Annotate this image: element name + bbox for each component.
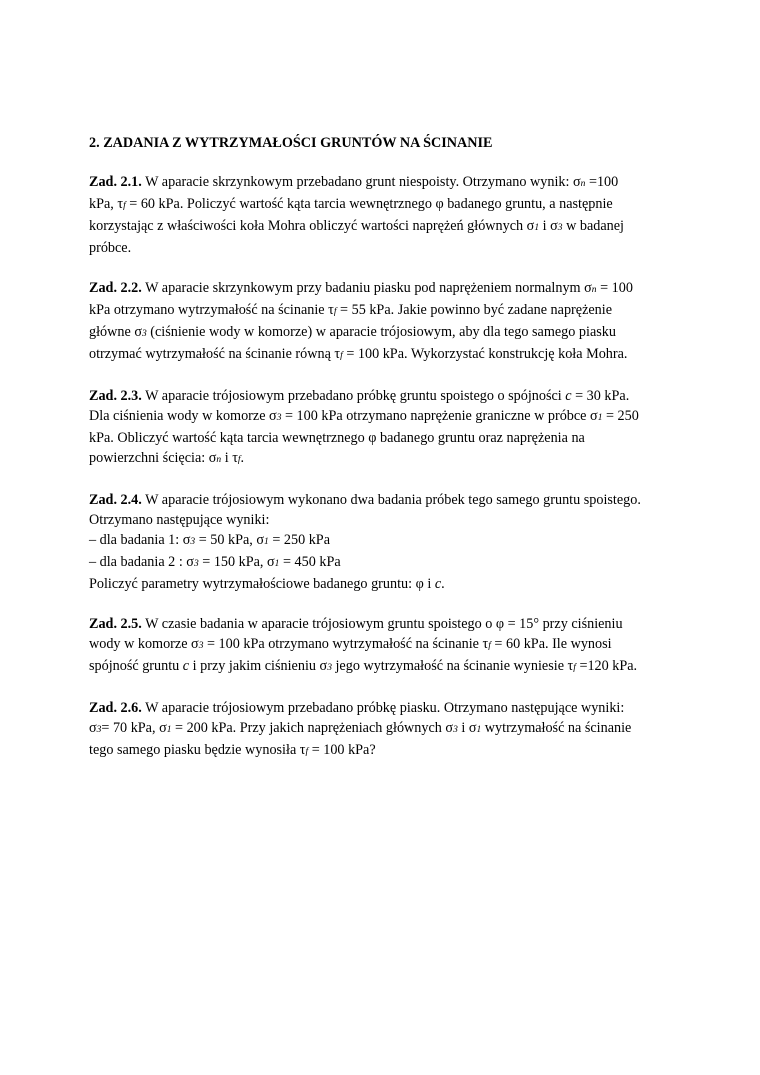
task-label: Zad. 2.6. xyxy=(89,700,142,716)
subscript: 3 xyxy=(453,725,458,735)
task-line xyxy=(89,428,679,448)
subscript: f xyxy=(305,747,309,757)
task-line xyxy=(89,552,679,574)
text-run: (ciśnienie wody w komorze) w aparacie trójosiowym, aby dla tego samego piasku xyxy=(146,324,616,340)
text-run: – dla badania 1: σ xyxy=(89,532,191,548)
text-run: = 150 kPa, σ xyxy=(198,554,275,570)
text-run: kPa. Obliczyć wartość kąta tarcia wewnętrznego φ badanego gruntu oraz naprężenia na xyxy=(89,430,585,446)
italic-symbol: c xyxy=(182,658,190,674)
task-line xyxy=(89,386,679,406)
text-run: . xyxy=(240,450,245,466)
task-line xyxy=(89,698,679,718)
text-run: = 50 kPa, σ xyxy=(195,532,265,548)
text-run: W aparacie trójosiowym przebadano próbkę gruntu spoistego o spójności xyxy=(141,388,566,404)
task-line xyxy=(89,300,679,322)
task-line xyxy=(89,344,679,366)
text-run: spójność gruntu xyxy=(89,658,183,674)
task-line xyxy=(89,322,679,344)
task-label: Zad. 2.1. xyxy=(89,174,142,190)
task-5 xyxy=(89,614,679,678)
text-run: = 70 kPa, σ xyxy=(101,720,167,736)
text-run: W aparacie trójosiowym wykonano dwa badania próbek tego samego gruntu spoistego. xyxy=(141,492,641,508)
text-run: = 250 kPa xyxy=(268,532,330,548)
text-run: otrzymać wytrzymałość na ścinanie równą τ xyxy=(89,346,341,362)
text-run: = 100 kPa otrzymano naprężenie graniczne w próbce σ xyxy=(281,408,598,424)
subscript: f xyxy=(123,201,126,211)
text-run: główne σ xyxy=(89,324,142,340)
task-line xyxy=(89,718,679,740)
task-2 xyxy=(89,278,679,366)
text-run: = 30 kPa. xyxy=(571,388,630,404)
task-line xyxy=(89,448,679,470)
text-run: w badanej xyxy=(562,218,624,234)
text-run: tego samego piasku będzie wynosiła τ xyxy=(89,742,306,758)
text-run: Otrzymano następujące wyniki: xyxy=(89,512,270,528)
subscript: 3 xyxy=(141,329,147,339)
document-body xyxy=(89,133,679,782)
text-run: i przy jakim ciśnieniu σ xyxy=(189,658,328,674)
text-run: W aparacie trójosiowym przebadano próbkę piasku. Otrzymano następujące wyniki: xyxy=(141,700,625,716)
text-run: . xyxy=(441,576,445,592)
task-line xyxy=(89,172,679,194)
text-run: = 450 kPa xyxy=(279,554,341,570)
text-run: = 60 kPa. Ile wynosi xyxy=(490,636,612,652)
task-line xyxy=(89,278,679,300)
text-run: =100 xyxy=(585,174,619,190)
subscript: f xyxy=(237,455,241,465)
task-line xyxy=(89,490,679,510)
text-run: = 100 xyxy=(596,280,633,296)
subscript: 3 xyxy=(327,663,332,673)
text-run: korzystając z właściwości koła Mohra obliczyć wartości naprężeń głównych σ xyxy=(89,218,535,234)
text-run: powierzchni ścięcia: σ xyxy=(89,450,217,466)
text-run: = 100 kPa. Wykorzystać konstrukcję koła Mohra. xyxy=(342,346,628,362)
text-run: wody w komorze σ xyxy=(89,636,199,652)
subscript: 3 xyxy=(198,641,204,651)
text-run: = 250 xyxy=(602,408,639,424)
subscript: 3 xyxy=(557,223,563,233)
text-run: =120 kPa. xyxy=(575,658,638,674)
section-title: 2. ZADANIA Z WYTRZYMAŁOŚCI GRUNTÓW NA ŚCINANIE xyxy=(89,135,493,151)
italic-symbol: c xyxy=(434,576,442,592)
task-line xyxy=(89,614,679,634)
text-run: = 100 kPa otrzymano wytrzymałość na ścinanie τ xyxy=(203,636,489,652)
subscript: 1 xyxy=(597,413,603,423)
task-label: Zad. 2.2. xyxy=(89,280,142,296)
task-line xyxy=(89,406,679,428)
task-label: Zad. 2.5. xyxy=(89,616,142,632)
task-line xyxy=(89,574,679,594)
task-6 xyxy=(89,698,679,762)
text-run: = 55 kPa. Jakie powinno być zadane naprężenie xyxy=(336,302,612,318)
text-run: Dla ciśnienia wody w komorze σ xyxy=(89,408,277,424)
task-line xyxy=(89,216,679,238)
text-run: – dla badania 2 : σ xyxy=(89,554,194,570)
text-run: = 100 kPa? xyxy=(308,742,376,758)
subscript: n xyxy=(216,455,222,465)
text-run: = 200 kPa. Przy jakich naprężeniach głównych σ xyxy=(171,720,454,736)
text-run: i σ xyxy=(539,218,558,234)
text-run: wytrzymałość na ścinanie xyxy=(481,720,632,736)
task-line xyxy=(89,656,679,678)
text-run: kPa otrzymano wytrzymałość na ścinanie τ xyxy=(89,302,334,318)
task-list xyxy=(89,172,679,762)
task-line xyxy=(89,510,679,530)
task-label: Zad. 2.3. xyxy=(89,388,142,404)
italic-symbol: c xyxy=(565,388,572,404)
task-1 xyxy=(89,172,679,258)
subscript: 3 xyxy=(190,537,196,547)
subscript: 1 xyxy=(476,725,482,735)
text-run: jego wytrzymałość na ścinanie wyniesie τ xyxy=(331,658,574,674)
text-run: W aparacie skrzynkowym przy badaniu piasku pod naprężeniem normalnym σ xyxy=(141,280,592,296)
subscript: f xyxy=(340,351,343,361)
subscript: f xyxy=(333,307,337,317)
text-run: σ xyxy=(89,720,97,736)
task-3 xyxy=(89,386,679,470)
task-line xyxy=(89,194,679,216)
subscript: 3 xyxy=(96,725,102,735)
subscript: 1 xyxy=(264,537,269,547)
subscript: 3 xyxy=(193,559,199,569)
task-line xyxy=(89,634,679,656)
text-run: Policzyć parametry wytrzymałościowe badanego gruntu: φ i xyxy=(89,576,435,592)
text-run: = 60 kPa. Policzyć wartość kąta tarcia wewnętrznego φ badanego gruntu, a następnie xyxy=(125,196,613,212)
text-run: i τ xyxy=(221,450,238,466)
subscript: 1 xyxy=(274,559,280,569)
task-label: Zad. 2.4. xyxy=(89,492,142,508)
text-run: próbce. xyxy=(89,240,132,256)
text-run: W czasie badania w aparacie trójosiowym gruntu spoistego o φ = 15° przy ciśnieniu xyxy=(141,616,623,632)
subscript: f xyxy=(573,663,576,673)
subscript: f xyxy=(488,641,491,651)
task-line xyxy=(89,530,679,552)
task-line xyxy=(89,238,679,258)
subscript: 1 xyxy=(166,725,172,735)
text-run: kPa, τ xyxy=(89,196,124,212)
subscript: n xyxy=(580,179,586,189)
text-run: i σ xyxy=(457,720,477,736)
task-4 xyxy=(89,490,679,594)
subscript: 3 xyxy=(276,413,282,423)
task-line xyxy=(89,740,679,762)
subscript: n xyxy=(591,285,597,295)
subscript: 1 xyxy=(534,223,540,233)
text-run: W aparacie skrzynkowym przebadano grunt niespoisty. Otrzymano wynik: σ xyxy=(141,174,581,190)
